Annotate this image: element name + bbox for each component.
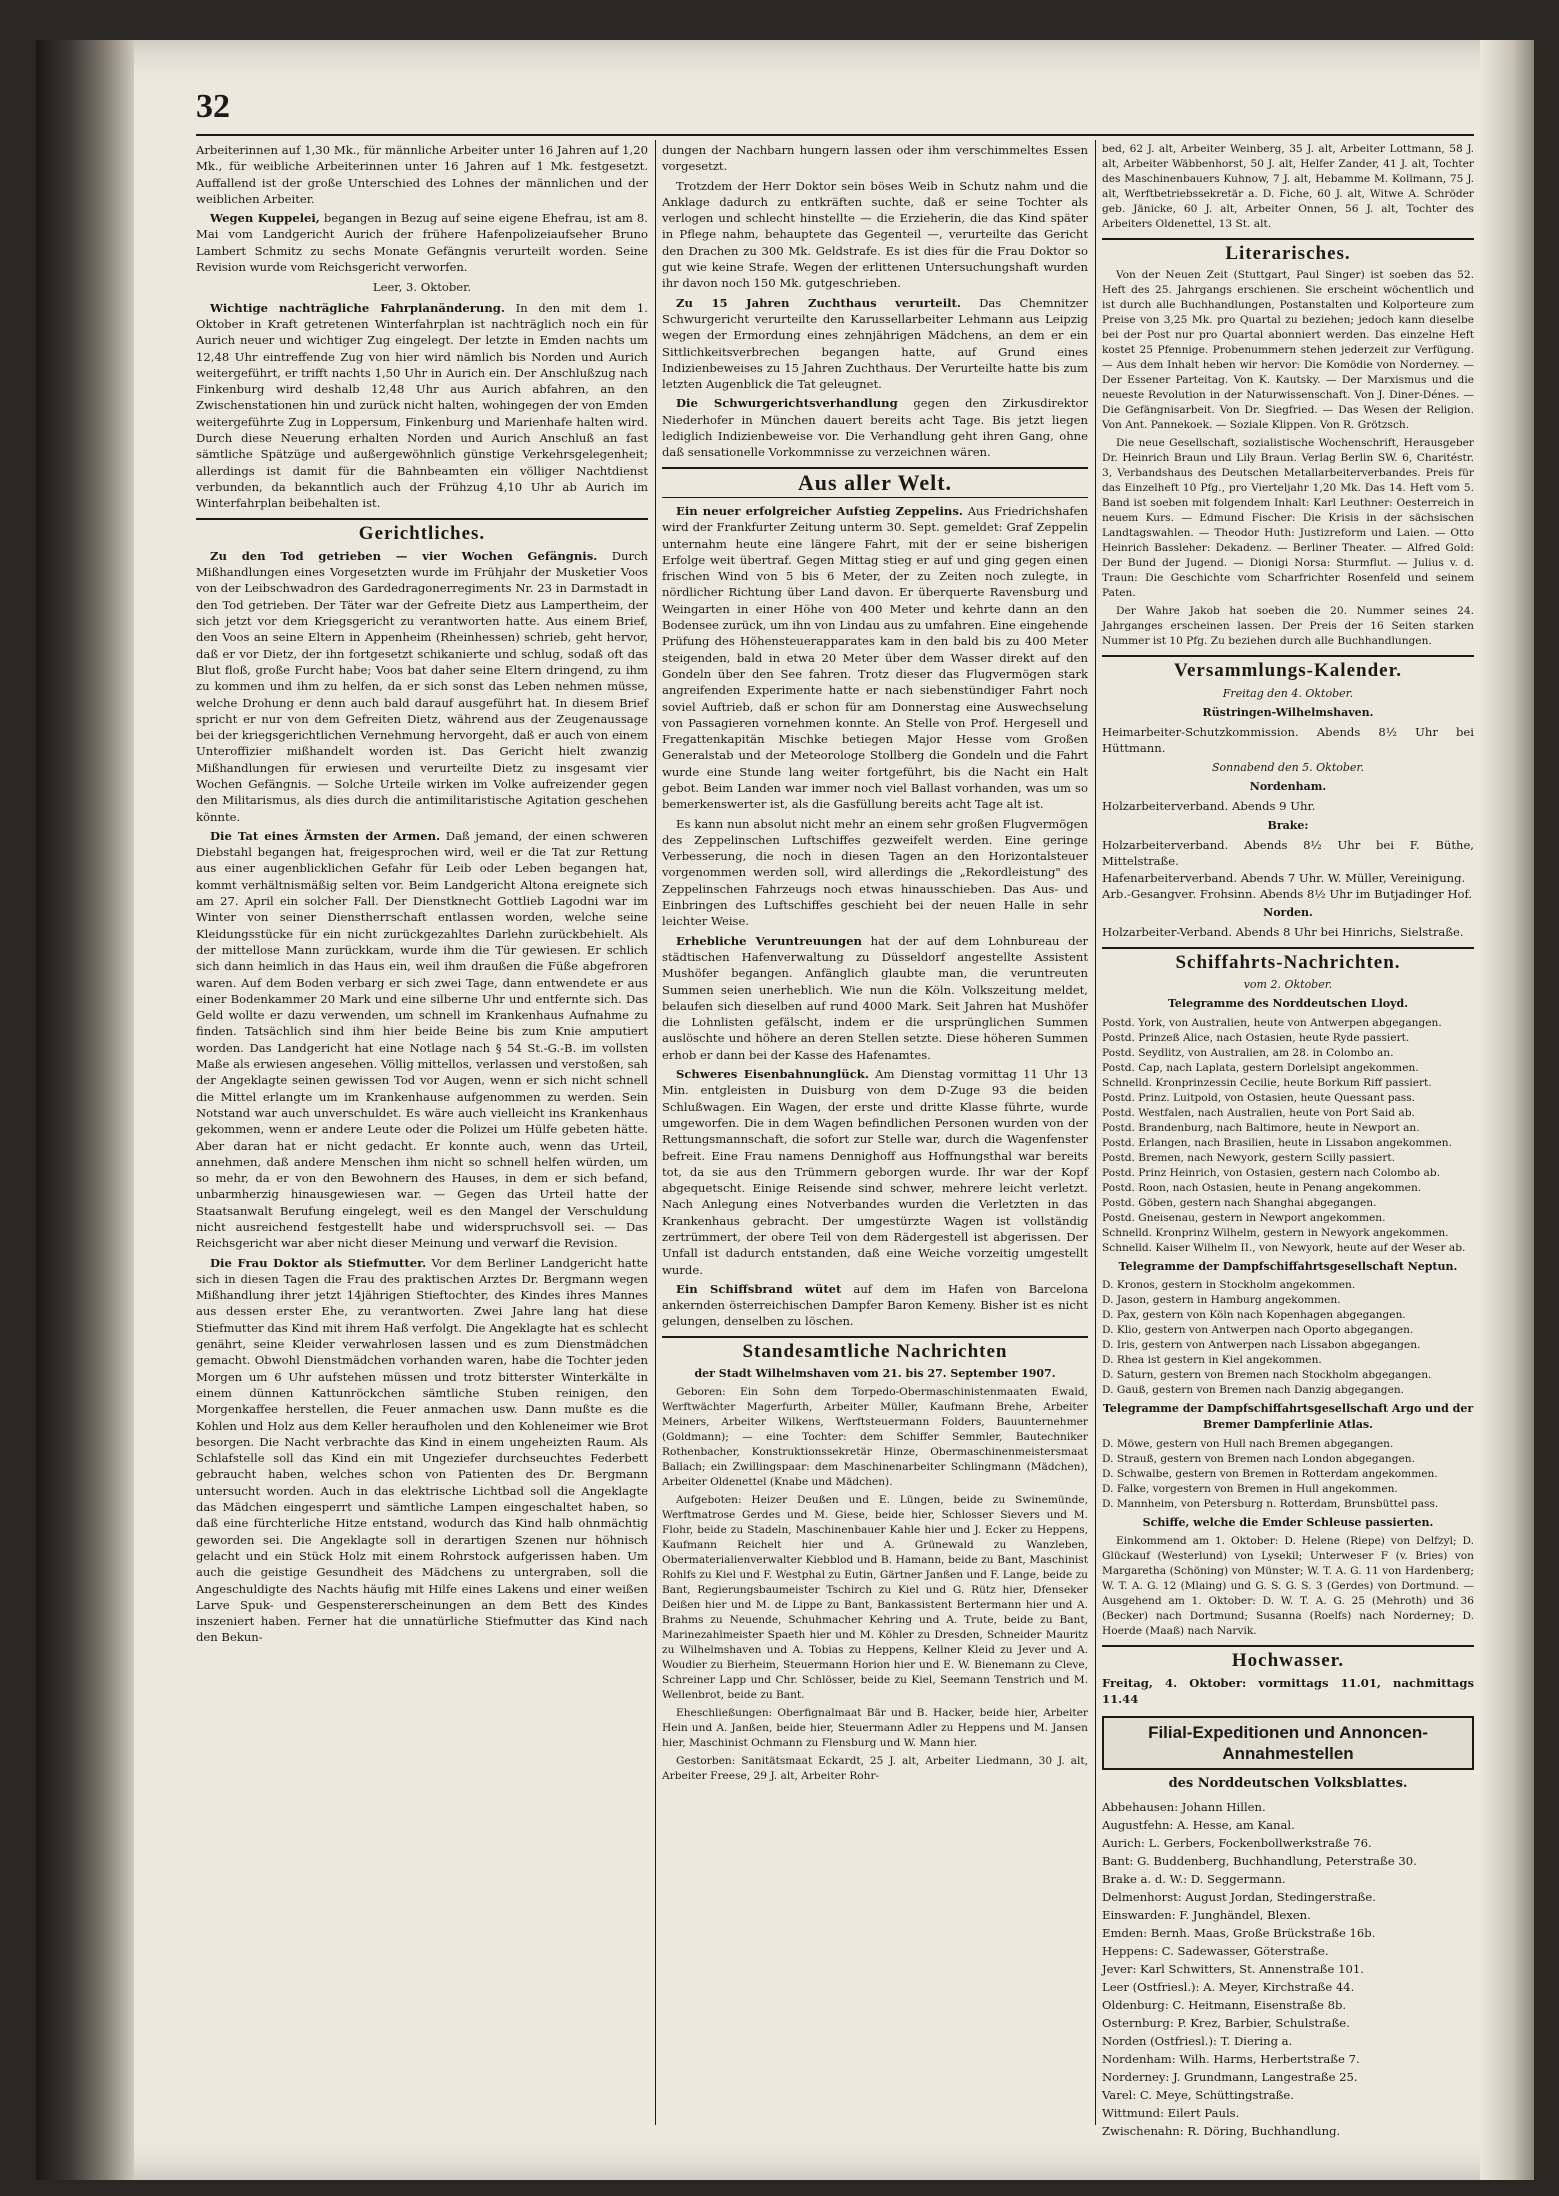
- article-kuppelei-body: begangen in Bezug auf seine eigene Ehefrau, ist am 8. Mai vom Landgericht Aurich der frühere Hafenpolizeiaufseher Bruno Lambert Schmitz zu sechs Monate Gefängnis verurteilt worden. Seine Revision wurde vom Reichsgericht verworfen.: [196, 211, 648, 275]
- argo-ship-item: D. Möwe, gestern von Hull nach Bremen abgegangen.: [1102, 1437, 1394, 1450]
- versammlung-item: Rüstringen-Wilhelmshaven.: [1202, 705, 1374, 719]
- neptun-list: [1102, 1278, 1474, 1398]
- filial-address-item: Delmenhorst: August Jordan, Stedingerstraße.: [1102, 1890, 1376, 1905]
- versammlung-item: Freitag den 4. Oktober.: [1222, 686, 1354, 700]
- filial-address-item: Nordenham: Wilh. Harms, Herbertstraße 7.: [1102, 2052, 1360, 2067]
- hochwasser-times: Freitag, 4. Oktober: vormittags 11.01, nachmittags 11.44: [1102, 1676, 1474, 1707]
- lloyd-ship-item: Postd. Gneisenau, gestern in Newport angekommen.: [1102, 1211, 1386, 1224]
- lloyd-ship-item: Postd. Westfalen, nach Australien, heute von Port Said ab.: [1102, 1106, 1415, 1119]
- section-heading-gerichtliches: Gerichtliches.: [358, 522, 486, 544]
- standesamt-geboren: Geboren: Ein Sohn dem Torpedo-Obermaschinistenmaaten Ewald, Werftwächter Magerfurth, Arbeiter Müller, Kaufmann Brehe, Arbeiter Meiners, Arbeiter Wilkens, Werftsteuermann Folders, Bauunternehmer (Goldmann); — eine Tochter: dem Schiffer Semmler, Bautechniker Rothenbacher, Konstruktionssekretär Hinze, Obermaschinenmeistersmaat Ballach; ein Zwillingspaar: dem Maschinenarbeiter Schlingmann (Mädchen), Arbeiter Oldenettel (Knabe und Mädchen).: [662, 1386, 1088, 1489]
- article-zuchthaus: [662, 295, 1088, 393]
- lloyd-ship-item: Postd. Brandenburg, nach Baltimore, heute in Newport an.: [1102, 1121, 1420, 1134]
- lloyd-ship-item: Schnelld. Kaiser Wilhelm II., von Newyork, heute auf der Weser ab.: [1102, 1241, 1466, 1254]
- lloyd-ship-item: Postd. Prinz. Luitpold, von Ostasien, heute Quessant pass.: [1102, 1091, 1416, 1104]
- article-frau-doktor-cont: dungen der Nachbarn hungern lassen oder ihm verschimmeltes Essen vorgesetzt.: [662, 143, 1088, 174]
- article-zeppelin: [662, 503, 1088, 813]
- page-fold-shadow: [1480, 40, 1534, 2180]
- filial-address-item: Augustfehn: A. Hesse, am Kanal.: [1102, 1818, 1295, 1833]
- lloyd-ship-item: Postd. Roon, nach Ostasien, heute in Penang angekommen.: [1102, 1181, 1422, 1194]
- section-divider: [1102, 1645, 1474, 1647]
- argo-ship-item: D. Schwalbe, gestern von Bremen in Rotterdam angekommen.: [1102, 1467, 1438, 1480]
- versammlung-item: Norden.: [1263, 906, 1313, 920]
- versammlung-item: Sonnabend den 5. Oktober.: [1211, 760, 1364, 774]
- article-frau-doktor-body: Vor dem Berliner Landgericht hatte sich in diesen Tagen die Frau des praktischen Arztes Dr. Bergmann wegen Mißhandlung ihrer jetzt 14jährigen Stieftochter, des Kindes ihres Mannes aus dessen erster Ehe, zu verantworten. Zwei Jahre lang hat diese Stiefmutter das Kind mit ihrem Haß verfolgt. Die Angeklagte hat es schlecht genährt, seine Kleider verwahrlosen lassen und es zum Dienstmädchen gemacht. Obwohl Dienstmädchen vorhanden waren, habe die Tochter jeden Morgen um 6 Uhr aufstehen müssen und trotz bitterster Winterkälte in einem dünnen Kattunröckchen sämtliche Stuben reinigen, den Morgenkaffee herstellen, die Feuer anmachen usw. Dann mußte es die Kohlen und Holz aus dem Keller heraufholen und den Kohleneimer wie Brot besorgen. Die Nacht verbrachte das Kind in einem ungeheizten Raum. Als Schlafstelle soll das Kind ein mit Ungeziefer durchseuchtes Federbett gebraucht haben, welches schon von Patienten des Dr. Bergmann untersucht worden. Auch in das elektrische Lichtbad soll die Angeklagte das Mädchen eingesperrt und sämtliche Lampen eingeschaltet haben, so daß eine fürchterliche Hitze entstand, wodurch das Kind halb ohnmächtig geworden sei. Die Angeklagte soll in derartigen Szenen nur höhnisch gelacht und ein Stück Holz mit einem Rohrstock aufgerissen haben. Um auch die geistige Gesundheit des Mädchens zu untergraben, soll die Angeschuldigte des Nachts häufig mit Hilfe eines Lakens und einer weißen Larve Spuk- und Gespenstererscheinungen an dem Bett des Kindes inszeniert haben. Ferner hat die unnatürliche Stiefmutter das Kind nach den Bekun-: [196, 1255, 648, 1645]
- filial-heading-box: Filial-Expeditionen und Annoncen-Annahmestellen: [1102, 1716, 1474, 1770]
- literarisches-neue-zeit: Von der Neuen Zeit (Stuttgart, Paul Singer) ist soeben das 52. Heft des 25. Jahrgangs erschienen. Sie erscheint wöchentlich und ist durch alle Buchhandlungen, Postanstalten und Kolporteure zum Preise von 3,25 Mk. pro Quartal zu beziehen; jedoch kann dieselbe bei der Post nur pro Quartal abonniert werden. Das einzelne Heft kostet 25 Pfennige. Probenummern stehen jederzeit zur Verfügung. — Aus dem Inhalt heben wir hervor: Die Komödie von Norderney. — Der Essener Parteitag. Von K. Kautsky. — Der Marxismus und die neueste Revolution in der Naturwissenschaft. Von J. Diner-Dénes. — Die Gefängnisarbeit. Von Dr. Siegfried. — Das Wesen der Religion. Von Ant. Pannekoek. — Soziale Klippen. Von R. Grötzsch.: [1102, 269, 1474, 432]
- neptun-ship-item: D. Iris, gestern von Antwerpen nach Lissabon abgegangen.: [1102, 1338, 1421, 1351]
- argo-list: [1102, 1437, 1474, 1512]
- versammlung-item: Hafenarbeiterverband. Abends 7 Uhr. W. Müller, Vereinigung.: [1102, 870, 1466, 885]
- lloyd-ship-item: Postd. Prinzeß Alice, nach Ostasien, heute Ryde passiert.: [1102, 1031, 1410, 1044]
- filial-address-item: Wittmund: Eilert Pauls.: [1102, 2106, 1240, 2121]
- article-tod-getrieben: [196, 548, 648, 825]
- versammlung-item: Arb.-Gesangver. Frohsinn. Abends 8½ Uhr im Butjadinger Hof.: [1102, 886, 1473, 901]
- versammlung-item: Holzarbeiter-Verband. Abends 8 Uhr bei Hinrichs, Sielstraße.: [1102, 925, 1464, 940]
- filial-address-item: Leer (Ostfriesl.): A. Meyer, Kirchstraße 44.: [1102, 1980, 1355, 1995]
- section-divider: [662, 467, 1088, 469]
- section-divider: [1102, 655, 1474, 657]
- article-fahrplan-lead: Wichtige nachträgliche Fahrplanänderung.: [210, 300, 505, 315]
- article-frau-doktor: [196, 1255, 648, 1646]
- schleuse-text: Einkommend am 1. Oktober: D. Helene (Riepe) von Delfzyl; D. Glückauf (Westerlund) von Lysekil; Unterweser F (v. Bries) von Margaretha (Schöning) von Münster; W. T. A. G. 11 von Hardenberg; W. T. A. G. 12 (Mlaing) und G. S. G. S. 3 (Gerdes) von Dortmund. — Ausgehend am 1. Oktober: D. W. T. A. G. 25 (Mehroth) und 36 (Becker) nach Dortmund; Susanna (Roelfs) nach Norderney; D. Hoerde (Maaß) nach Narvik.: [1102, 1534, 1474, 1637]
- article-eisenbahnunglueck-lead: Schweres Eisenbahnunglück.: [676, 1067, 869, 1082]
- filial-address-item: Zwischenahn: R. Döring, Buchhandlung.: [1102, 2124, 1341, 2139]
- article-zuchthaus-lead: Zu 15 Jahren Zuchthaus verurteilt.: [676, 295, 961, 310]
- neptun-ship-item: D. Pax, gestern von Köln nach Kopenhagen abgegangen.: [1102, 1308, 1406, 1321]
- lloyd-ship-item: Postd. Prinz Heinrich, von Ostasien, gestern nach Colombo ab.: [1102, 1166, 1441, 1179]
- neptun-ship-item: D. Jason, gestern in Hamburg angekommen.: [1102, 1293, 1341, 1306]
- versammlungs-list: [1102, 686, 1474, 941]
- article-schwurgericht: [662, 395, 1088, 460]
- article-zeppelin-2: Es kann nun absolut nicht mehr an einem sehr großen Flugvermögen des Zeppelinschen Luftschiffes gezweifelt werden. Eine geringe Verbesserung, die noch in diesen Tagen an den Horizontalsteuer vorgenommen werden soll, wird allerdings die „Rekordleistung" des Zeppelinschen Fahrzeugs noch etwas hinausschieben. Das Aus- und Einbringen des Luftschiffes geschieht bei der neuen Halle in sehr leichter Weise.: [662, 816, 1088, 929]
- article-kuppelei: [196, 210, 648, 275]
- filial-address-item: Heppens: C. Sadewasser, Göterstraße.: [1102, 1944, 1329, 1959]
- article-schiffsbrand-lead: Ein Schiffsbrand wütet: [676, 1281, 842, 1296]
- article-fahrplan: [196, 300, 648, 512]
- filial-address-item: Emden: Bernh. Maas, Große Brückstraße 16b.: [1102, 1926, 1376, 1941]
- lloyd-heading: Telegramme des Norddeutschen Lloyd.: [1167, 997, 1409, 1011]
- article-eisenbahnunglueck: [662, 1066, 1088, 1278]
- neptun-ship-item: D. Gauß, gestern von Bremen nach Danzig abgegangen.: [1102, 1383, 1405, 1396]
- section-divider: [662, 1336, 1088, 1338]
- argo-ship-item: D. Mannheim, von Petersburg n. Rotterdam, Brunsbüttel pass.: [1102, 1497, 1439, 1510]
- lloyd-ship-item: Postd. Göben, gestern nach Shanghai abgegangen.: [1102, 1196, 1377, 1209]
- article-tat-eines-aermsten-lead: Die Tat eines Ärmsten der Armen.: [210, 828, 441, 843]
- neptun-heading: Telegramme der Dampfschiffahrtsgesellschaft Neptun.: [1118, 1259, 1458, 1273]
- versammlung-item: Nordenham.: [1249, 780, 1327, 794]
- argo-ship-item: D. Strauß, gestern von Bremen nach London abgegangen.: [1102, 1452, 1415, 1465]
- filial-address-item: Osternburg: P. Krez, Barbier, Schulstraße.: [1102, 2016, 1350, 2031]
- standesamt-eheschliessungen: Eheschließungen: Oberfignalmaat Bär und B. Hacker, beide hier, Arbeiter Hein und A. Janßen, beide hier, Steuermann Adler zu Heppens und M. Jansen hier, Maschinist Ochmann zu Flensburg und W. Mann hier.: [662, 1707, 1088, 1750]
- literarisches-neue-gesellschaft: Die neue Gesellschaft, sozialistische Wochenschrift, Herausgeber Dr. Heinrich Braun und Lily Braun. Verlag Berlin SW. 6, Charitéstr. 3, Verbandshaus des Deutschen Metallarbeiterverbandes. Preis für das Einzelheft 10 Pfg., pro Vierteljahr 1,20 Mk. Das 14. Heft vom 5. Band ist soeben mit folgendem Inhalt: Karl Leuthner: Oesterreich in neuem Kurs. — Edmund Fischer: Die Krisis in der sächsischen Landtagswahlen. — Theodor Huth: Justizreform und Laien. — Otto Heinrich Bassleher: Dekadenz. — Berliner Theater. — Alfred Gold: Der Bund der Jugend. — Dionigi Norsa: Sturmflut. — Julius v. d. Traun: Die Geschichte vom Scharfrichter Rosenfeld und seinem Paten.: [1102, 437, 1474, 600]
- article-zuchthaus-body: Das Chemnitzer Schwurgericht verurteilte den Karussellarbeiter Lehmann aus Leipzig wegen der Ermordung eines zehnjährigen Mädchens, an dem er ein Sittlichkeitsverbrechen begangen hatte, auf Grund eines Indizienbeweises zu 15 Jahren Zuchthaus. Der Verurteilte hatte bis zum letzten Augenblick die Tat geleugnet.: [662, 295, 1088, 392]
- header-rule: [196, 134, 1474, 136]
- column-2: [662, 142, 1088, 2127]
- filial-list: [1102, 1798, 1474, 2140]
- article-veruntreuungen-lead: Erhebliche Veruntreuungen: [676, 933, 862, 948]
- filial-subtitle: des Norddeutschen Volksblattes.: [1168, 1775, 1408, 1791]
- column-3: [1102, 142, 1474, 2139]
- article-eisenbahnunglueck-body: Am Dienstag vormittag 11 Uhr 13 Min. entgleisten in Duisburg von dem D-Zuge 93 die beiden Schlußwagen. Ein Wagen, der erste und dritte Klasse führte, wurde umgeworfen. Die in dem Wagen befindlichen Personen wurden von der Rettungsmannschaft, die sofort zur Stelle war, durch die Wagenfenster befreit. Eine Frau namens Dennighoff aus Hoffnungsthal war bereits tot, da sie aus den Trümmern geborgen wurde. Ihr war der Kopf abgequetscht. Einige Reisende sind schwer, mehrere leicht verletzt. Nach Anlegung eines Notverbandes wurden die Verletzten in das Krankenhaus gebracht. Der umgestürzte Wagen ist vollständig zertrümmert, der obere Teil von dem Rädergestell ist abgerissen. Der Unfall ist dadurch entstanden, daß eine Weiche vorzeitig umgestellt wurde.: [662, 1067, 1089, 1277]
- section-heading-hochwasser: Hochwasser.: [1231, 1649, 1345, 1671]
- standesamt-subtitle: der Stadt Wilhelmshaven vom 21. bis 27. September 1907.: [694, 1367, 1056, 1381]
- versammlung-item: Holzarbeiterverband. Abends 9 Uhr.: [1102, 799, 1316, 814]
- article-schiffsbrand: [662, 1281, 1088, 1330]
- lloyd-ship-item: Postd. Bremen, nach Newyork, gestern Scilly passiert.: [1102, 1151, 1396, 1164]
- filial-address-item: Norden (Ostfriesl.): T. Diering a.: [1102, 2034, 1293, 2049]
- article-zeppelin-body: Aus Friedrichshafen wird der Frankfurter Zeitung unterm 30. Sept. gemeldet: Graf Zeppelin unternahm heute eine längere Fahrt, mit der er seine bisherigen Erfolge weit übertraf. Gegen Mittag stieg er auf und ging gegen einen frischen Wind von 5 bis 6 Meter, der zu Zeiten noch zulegte, in nördlicher Richtung über Land davon. Er überquerte Ravensburg und Weingarten in einer Höhe von 400 Meter und kehrte dann an den Bodensee zurück, um ihn von Lindau aus zu umfahren. Eine eingehende Prüfung des Höhensteuerapparates kam in den bald bis zu 400 Meter steigenden, bald in etwa 20 Meter über dem Wasser direkt auf den Gondeln über den See fahren. Trotz dieser das Flugvermögen stark angreifenden Experimente hatte er nach siebenstündiger Fahrt noch soviel Auftrieb, daß er schon für am Donnerstag eine Auswechselung von Passagieren vornehmen konnte. An Stelle von Prof. Hergesell und Fregattenkapitän Mischke betiegen Major Hesse vom Großen Generalstab und der Meteorologe Stollberg die Gondeln und die Fahrt wurde eine Stunde lang weiter fortgeführt, bis die Nacht ein Halt gebot. Beim Landen war immer noch viel Ballast vorhanden, was um so bemerkenswerter ist, als die Gasfüllung bereits acht Tage alt ist.: [662, 503, 1088, 812]
- section-heading-aus-aller-welt: Aus aller Welt.: [797, 469, 953, 495]
- article-schwurgericht-body: gegen den Zirkusdirektor Niederhofer in München dauert bereits acht Tage. Bis jetzt liegen lediglich Indizienbeweise vor. Die Verhandlung geht ihren Gang, ohne daß sensationelle Vorkommnisse zu verzeichnen wären.: [662, 396, 1089, 460]
- article-tat-eines-aermsten: [196, 828, 648, 1252]
- versammlung-item: Heimarbeiter-Schutzkommission. Abends 8½ Uhr bei Hüttmann.: [1102, 725, 1474, 756]
- lloyd-ship-item: Schnelld. Kronprinz Wilhelm, gestern in Newyork angekommen.: [1102, 1226, 1449, 1239]
- literarisches-wahre-jakob: Der Wahre Jakob hat soeben die 20. Nummer seines 24. Jahrganges erscheinen lassen. Der Preis der 16 Seiten starken Nummer ist 10 Pfg. Zu beziehen durch alle Buchhandlungen.: [1102, 605, 1474, 648]
- article-tat-eines-aermsten-body: Daß jemand, der einen schweren Diebstahl begangen hat, freigesprochen wird, weil er die Tat zur Rettung aus einer augenblicklichen Gefahr für Leib oder Leben begangen hat, kommt verhältnismäßig selten vor. Beim Landgericht Altona ereignete sich am 27. April ein solcher Fall. Der Dienstknecht Gottlieb Lagodni war im Winter von seiner Dienstherrschaft entlassen worden, welche seine Kleidungsstücke für ein nicht zurückgezahltes Darlehn zurückbehielt. Als der mittellose Mann zurückkam, wurde ihm die Tür gewiesen. Er schlich sich dann heimlich in das Haus ein, weil ihm draußen die Füße abgefroren waren. Auf dem Boden verbarg er sich zwei Tage, dann entwendete er aus einer Bodenkammer 20 Mark und eine silberne Uhr und entfernte sich. Das Geld wollte er dazu verwenden, um schnell im Krankenhaus Aufnahme zu finden. Tatsächlich sind ihm hier beide Beine bis zum Knie amputiert worden. Das Landgericht hat eine Notlage nach § 54 St.-G.-B. im vollsten Maße als erwiesen angesehen. Völlig mittellos, verlassen und verstoßen, sah der Angeklagte seinen gewissen Tod vor Augen, wenn er sich nicht schnell die Mittel erlangte um im Krankenhause aufgenommen zu werden. Sein Notstand war auch unverschuldet. Es wäre auch vielleicht ins Krankenhaus gekommen, wenn er andere Leute oder die Polizei um Hülfe gebeten hätte. Aber daran hat er nicht gedacht. Er konnte auch, wenn das Urteil, annehmen, daß andere Menschen ihm nicht so schnell helfen würden, um so mehr, da er von den Bewohnern des Hauses, in dem er sich befand, unbarmherzig hinausgewiesen war. — Gegen das Urteil hatte der Staatsanwalt Berufung eingelegt, weil es den Mangel der Verschuldung nicht ausreichend festgestellt habe und widerspruchsvoll sei. — Das Reichsgericht war aber nicht dieser Meinung und verwarf die Revision.: [196, 828, 648, 1251]
- article-frau-doktor-verdict: Trotzdem der Herr Doktor sein böses Weib in Schutz nahm und die Anklage dadurch zu entkräften suchte, daß er seine Tochter als verlogen und schlecht hinstellte — die Erzieherin, die das Kind später in Pflege nahm, behauptete das Gegenteil —, verurteilte das Gericht den Drachen zu 300 Mk. Geldstrafe. Es ist dies für die Frau Doktor so gut wie keine Strafe. Wegen der erlittenen Untersuchungshaft wurden ihr davon noch 150 Mk. gutgeschrieben.: [662, 178, 1088, 291]
- article-kuppelei-lead: Wegen Kuppelei,: [210, 211, 320, 226]
- article-wages-end: Arbeiterinnen auf 1,30 Mk., für männliche Arbeiter unter 16 Jahren auf 1,20 Mk., für weibliche Arbeiterinnen unter 16 Jahren auf 1 Mk. festgesetzt. Auffallend ist der große Unterschied des Lohnes der männlichen und der weiblichen Arbeiter.: [196, 143, 648, 206]
- article-schwurgericht-lead: Die Schwurgerichtsverhandlung: [676, 396, 898, 411]
- section-divider: [196, 518, 648, 520]
- binding-shadow: [36, 40, 134, 2180]
- section-divider: [1102, 238, 1474, 240]
- column-rule-1: [655, 140, 656, 2125]
- dateline-leer: Leer, 3. Oktober.: [372, 280, 472, 295]
- argo-ship-item: D. Falke, vorgestern von Bremen in Hull angekommen.: [1102, 1482, 1398, 1495]
- versammlung-item: Brake:: [1267, 818, 1309, 832]
- article-tod-getrieben-lead: Zu den Tod getrieben — vier Wochen Gefängnis.: [210, 548, 598, 563]
- section-heading-literarisches: Literarisches.: [1225, 243, 1351, 264]
- column-1: [196, 142, 648, 2127]
- neptun-ship-item: D. Rhea ist gestern in Kiel angekommen.: [1102, 1353, 1322, 1366]
- article-fahrplan-body: In den mit dem 1. Oktober in Kraft getretenen Winterfahrplan ist nachträglich noch ein für Aurich neuer und wichtiger Zug eingelegt. Der letzte in Emden nachts um 12,48 Uhr eintreffende Zug von hier wird nämlich bis Norden und Aurich weitergeführt, er trifft nachts 1,50 Uhr in Aurich ein. Der Anschlußzug nach Finkenburg wird deshalb 12,48 Uhr aus Aurich abfahren, an den Zwischenstationen hin und zurück nicht halten, wohingegen der von Emden weitergeführte Zug in Loppersum, Finkenburg und Marienhafe halten wird. Durch diese Neuerung erhalten Norden und Aurich Anschluß an fast sämtliche Spätzüge und außergewöhnlich günstige Verkehrsgelegenheit; allerdings ist damit für die Bahnbeamten ein völliger Nachtdienst verbunden, da bekanntlich auch der Frühzug 4,10 Uhr ab Aurich im Winterfahrplan beibehalten ist.: [196, 300, 648, 511]
- filial-address-item: Brake a. d. W.: D. Seggermann.: [1102, 1872, 1286, 1887]
- neptun-ship-item: D. Kronos, gestern in Stockholm angekommen.: [1102, 1278, 1356, 1291]
- article-zeppelin-lead: Ein neuer erfolgreicher Aufstieg Zeppelins.: [676, 503, 963, 518]
- filial-address-item: Norderney: J. Grundmann, Langestraße 25.: [1102, 2070, 1358, 2085]
- filial-address-item: Abbehausen: Johann Hillen.: [1102, 1800, 1266, 1815]
- section-heading-standesamt: Standesamtliche Nachrichten: [742, 1340, 1008, 1362]
- filial-address-item: Einswarden: F. Junghändel, Blexen.: [1102, 1908, 1311, 1923]
- lloyd-ship-item: Postd. York, von Australien, heute von Antwerpen abgegangen.: [1102, 1016, 1442, 1029]
- filial-address-item: Aurich: L. Gerbers, Fockenbollwerkstraße 76.: [1102, 1836, 1372, 1851]
- filial-address-item: Bant: G. Buddenberg, Buchhandlung, Peterstraße 30.: [1102, 1854, 1417, 1869]
- schiffahrt-date: vom 2. Oktober.: [1243, 978, 1333, 992]
- page-number: 32: [196, 88, 230, 125]
- article-tod-getrieben-body: Durch Mißhandlungen eines Vorgesetzten wurde im Frühjahr der Musketier Voos von der Leibschwadron des Gardedragonerregiments Nr. 23 in Darmstadt in den Tod getrieben. Der Täter war der Gefreite Dietz aus Lampertheim, der sich jetzt vor dem Kriegsgericht zu verantworten hatte. Aus einem Brief, den Voos an seine Eltern in Appenheim (Rheinhessen) schrieb, geht hervor, daß er vor Dietz, der ihn fortgesetzt schikanierte und schlug, sodaß oft das Blut floß, große Furcht habe; Voos bat daher seine Eltern dringend, zu ihm zu kommen und ihm zu helfen, da er sich sonst das Leben nehmen müsse, welche Drohung er denn auch bald darauf ausgeführt hat. In diesem Brief spricht er nur von dem Gefreiten Dietz, während aus der Zeugenaussage bei der kriegsgerichtlichen Vernehmung hervorgeht, daß er auch von einem Unteroffizier mißhandelt worden ist. Das Gericht hielt zwanzig Mißhandlungen für erwiesen und verurteilte Dietz zu insgesamt vier Wochen Gefängnis. — Solche Urteile wirken im Volke aufreizender gegen den Militarismus, als dies durch die antimilitaristische Agitation geschehen könnte.: [196, 548, 648, 824]
- schleuse-heading: Schiffe, welche die Emder Schleuse passierten.: [1142, 1515, 1434, 1529]
- versammlung-item: Holzarbeiterverband. Abends 8½ Uhr bei F. Büthe, Mittelstraße.: [1102, 837, 1474, 869]
- lloyd-ship-item: Postd. Erlangen, nach Brasilien, heute in Lissabon angekommen.: [1102, 1136, 1452, 1149]
- standesamt-gestorben: Gestorben: Sanitätsmaat Eckardt, 25 J. alt, Arbeiter Liedmann, 30 J. alt, Arbeiter Freese, 29 J. alt, Arbeiter Rohr-: [662, 1755, 1088, 1783]
- article-frau-doktor-lead: Die Frau Doktor als Stiefmutter.: [210, 1255, 427, 1270]
- section-heading-versammlungs-kalender: Versammlungs-Kalender.: [1173, 660, 1403, 682]
- section-divider: [662, 497, 1088, 498]
- lloyd-list: [1102, 1016, 1474, 1256]
- lloyd-ship-item: Postd. Cap, nach Laplata, gestern Dorlelsipt angekommen.: [1102, 1061, 1419, 1074]
- standesamt-gestorben-cont: bed, 62 J. alt, Arbeiter Weinberg, 35 J. alt, Arbeiter Lottmann, 58 J. alt, Arbeiter Wäbbenhorst, 50 J. alt, Helfer Zander, 41 J. alt, Tochter des Maschinenbauers Kuhnow, 7 J. alt, Hebamme M. Kollmann, 75 J. alt, Werftbetriebssekretär a. D. Fiche, 60 J. alt, Witwe A. Schröder geb. Jänicke, 60 J. alt, Arbeiter Onnen, 56 J. alt, Tochter des Arbeiters Oldenettel, 13 St. alt.: [1102, 143, 1474, 230]
- neptun-ship-item: D. Klio, gestern von Antwerpen nach Oporto abgegangen.: [1102, 1323, 1414, 1336]
- filial-address-item: Oldenburg: C. Heitmann, Eisenstraße 8b.: [1102, 1998, 1347, 2013]
- article-veruntreuungen: [662, 933, 1088, 1063]
- lloyd-ship-item: Schnelld. Kronprinzessin Cecilie, heute Borkum Riff passiert.: [1102, 1076, 1432, 1089]
- section-divider: [1102, 947, 1474, 949]
- article-schiffsbrand-body: auf dem im Hafen von Barcelona ankernden österreichischen Dampfer Baron Kemeny. Bisher ist es nicht gelungen, denselben zu löschen.: [662, 1281, 1089, 1329]
- standesamt-aufgeboten: Aufgeboten: Heizer Deußen und E. Lüngen, beide zu Swinemünde, Werftmatrose Gerdes und M. Giese, beide hier, Schlosser Sievers und M. Flohr, beide zu Stadeln, Maschinenbauer Kahle hier und J. Ecker zu Heppens, Kaufmann Reichelt hier und A. Grünewald zu Wanzleben, Obermaterialienverwalter Kiebblod und B. Hamann, beide zu Bant, Maschinist Rohlfs zu Kiel und F. Westphal zu Eutin, Gärtner Janßen und F. Lange, beide zu Bant, Regierungsbaumeister Tschirch zu Kiel und G. Rütz hier, Dfenseker Deißen hier und M. de Lippe zu Bant, Bankassistent Bertermann hier und A. Brahms zu Neuende, Schuhmacher Kehring und A. Trute, beide zu Bant, Marinezahlmeister Spaeth hier und M. Köhler zu Dresden, Schneider Mauritz zu Wilhelmshaven und A. Tobias zu Heppens, Kellner Kleid zu Jever und A. Woudier zu Bierheim, Steuermann Horion hier und E. W. Bienemann zu Cleve, Schreiner Lapp und Chr. Schlösser, beide zu Kiel, Seemann Tenstrich und M. Wellenbrot, beide zu Bant.: [662, 1494, 1088, 1702]
- argo-heading: Telegramme der Dampfschiffahrtsgesellschaft Argo und der Bremer Dampferlinie Atlas.: [1102, 1401, 1474, 1432]
- lloyd-ship-item: Postd. Seydlitz, von Australien, am 28. in Colombo an.: [1102, 1046, 1394, 1059]
- filial-address-item: Jever: Karl Schwitters, St. Annenstraße 101.: [1102, 1962, 1364, 1977]
- column-rule-2: [1095, 140, 1096, 2125]
- article-veruntreuungen-body: hat der auf dem Lohnbureau der städtischen Hafenverwaltung zu Düsseldorf angestellte Assistent Mushöfer begangen. Anfänglich glaubte man, die veruntreuten Summen seien unerheblich. Wie nun die Köln. Volkszeitung meldet, belaufen sich dieselben auf rund 4000 Mark. Seit Jahren hat Mushöfer die Lohnlisten gefälscht, indem er die ursprünglichen Summen auslöschte und höhere an deren Stellen setzte. Diese höheren Summen erhob er dann bei der Kasse des Hafenamtes.: [662, 933, 1088, 1062]
- section-heading-schiffahrt: Schiffahrts-Nachrichten.: [1175, 951, 1401, 973]
- filial-address-item: Varel: C. Meye, Schüttingstraße.: [1102, 2088, 1294, 2103]
- neptun-ship-item: D. Saturn, gestern von Bremen nach Stockholm abgegangen.: [1102, 1368, 1432, 1381]
